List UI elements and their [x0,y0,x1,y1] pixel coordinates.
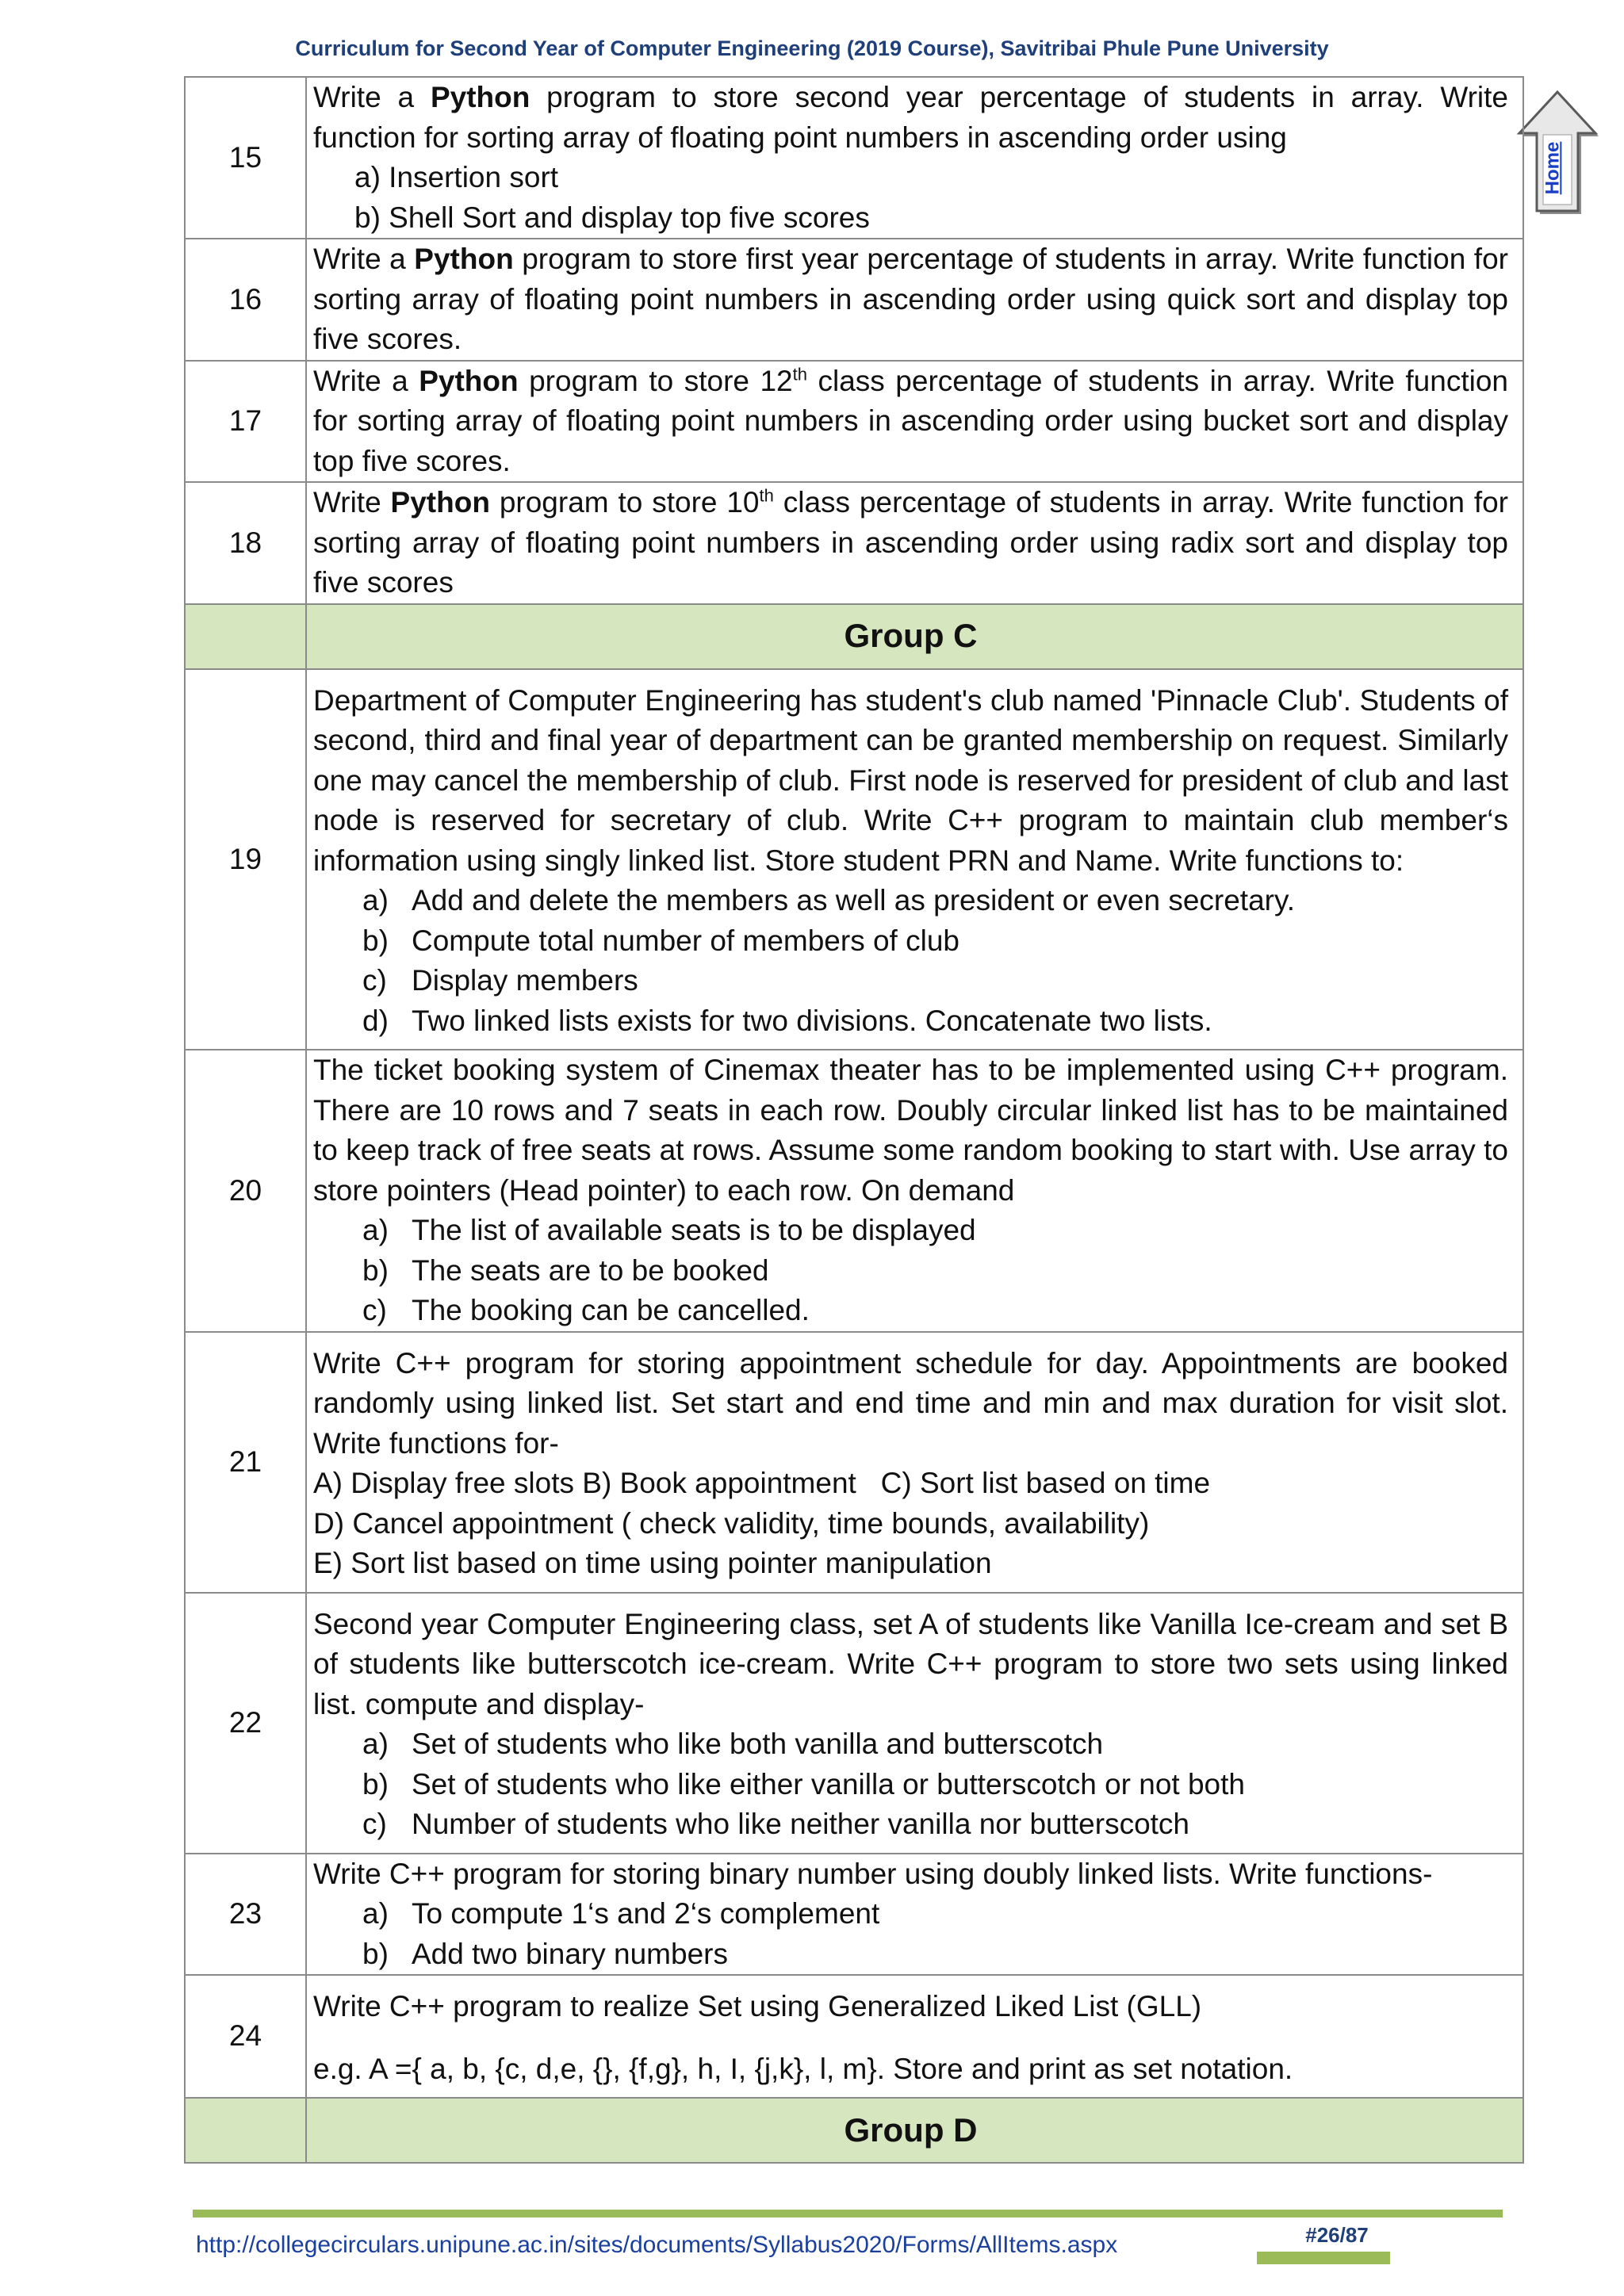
row-number: 15 [185,77,306,239]
list-item: c) The booking can be cancelled. [362,1294,810,1326]
table-row [185,1854,1523,1976]
row-number: 24 [185,1975,306,2098]
row-number: 19 [185,669,306,1050]
list-item: a) Set of students who like both vanilla and butterscotch [362,1728,1104,1760]
group-header-row [185,604,1523,669]
list-item: c) Display members [362,964,638,997]
group-title: Group D [306,2098,1523,2163]
list-item: a) Add and delete the members as well as president or even secretary. [362,884,1296,916]
row-number: 18 [185,482,306,604]
list-item: b) The seats are to be booked [362,1253,769,1287]
row-number: 16 [185,239,306,361]
list-item: b) Shell Sort and display top five scores [354,201,870,234]
list-item: b) Add two binary numbers [362,1937,728,1970]
syllabus-table [184,76,1524,2164]
group-title: Group C [306,604,1523,669]
assignment-text: Write a Python program to store 12th class percentage of students in array. Write function for sorting array of floating point numbers in ascending order using bucket sort and display top five scores. [306,361,1523,483]
footer-link[interactable]: http://collegecirculars.unipune.ac.in/sites/documents/Syllabus2020/Forms/AllItems.aspx [196,2232,1118,2258]
table-row [185,1332,1523,1593]
assignment-text: Write a Python program to store second year percentage of students in array. Write function for sorting array of floating point numbers in ascending order using a) Insertion sort b) Shell Sort and display top five scores [306,77,1523,239]
page-number-bar [1257,2252,1390,2264]
page-number: #26/87 [1305,2223,1369,2247]
assignment-text: The ticket booking system of Cinemax theater has to be implemented using C++ program. There are 10 rows and 7 seats in each row. Doubly circular linked list has to be maintained to keep track of free seats at rows. Assume some random booking to start with. Use array to store pointers (Head pointer) to each row. On demand a) The list of available seats is to be displayed b) The seats are to be booked c) The booking can be cancelled. [306,1050,1523,1332]
group-header-row [185,2098,1523,2163]
assignment-text: Write Python program to store 10th class percentage of students in array. Write function for sorting array of floating point numbers in ascending order using radix sort and display top five scores [306,482,1523,604]
list-item: a) Insertion sort [354,161,559,193]
list-item: b) Compute total number of members of club [362,924,959,957]
table-row [185,361,1523,483]
assignment-text: Second year Computer Engineering class, set A of students like Vanilla Ice-cream and set B of students like butterscotch ice-cream. Write C++ program to store two sets using linked list. compute and display- a) Set of students who like both vanilla and butterscotch b) Set of students who like either vanilla or butterscotch or not both c) Number of students who like neither vanilla nor butterscotch [306,1593,1523,1854]
row-number: 23 [185,1854,306,1976]
list-item: D) Cancel appointment ( check validity, time bounds, availability) [313,1506,1150,1540]
document-header: Curriculum for Second Year of Computer Engineering (2019 Course), Savitribai Phule Pune University [295,36,1329,60]
table-row [185,1593,1523,1854]
list-item: a) The list of available seats is to be displayed [362,1214,976,1246]
list-item: E) Sort list based on time using pointer manipulation [313,1547,992,1579]
list-item: A) Display free slots B) Book appointment C) Sort list based on time [313,1467,1211,1499]
assignment-text: Write C++ program to realize Set using Generalized Liked List (GLL) e.g. A ={ a, b, {c, d,e, {}, {f,g}, h, I, {j,k}, l, m}. Store and print as set notation. [306,1975,1523,2098]
table-row [185,669,1523,1050]
assignment-text: Write C++ program for storing appointment schedule for day. Appointments are booked randomly using linked list. Set start and end time and min and max duration for visit slot. Write functions for- A) Display free slots B) Book appointment C) Sort list based on time D) Cancel appointment ( check validity, time bounds, availability) E) Sort list based on time using pointer manipulation [306,1332,1523,1593]
list-item: d) Two linked lists exists for two divisions. Concatenate two lists. [362,1004,1212,1037]
list-item: b) Set of students who like either vanilla or butterscotch or not both [362,1767,1245,1800]
footer-divider [193,2210,1503,2218]
table-row [185,482,1523,604]
assignment-text: Write C++ program for storing binary number using doubly linked lists. Write functions- a) To compute 1‘s and 2‘s complement b) Add two binary numbers [306,1854,1523,1976]
row-number: 17 [185,361,306,483]
table-row [185,1050,1523,1332]
list-item: a) To compute 1‘s and 2‘s complement [362,1897,880,1930]
table-row [185,239,1523,361]
row-number: 20 [185,1050,306,1332]
table-row [185,1975,1523,2098]
example-text: e.g. A ={ a, b, {c, d,e, {}, {f,g}, h, I, {j,k}, l, m}. Store and print as set notation. [313,2052,1293,2085]
row-number: 21 [185,1332,306,1593]
table-row [185,77,1523,239]
list-item: c) Number of students who like neither vanilla nor butterscotch [362,1808,1190,1840]
assignment-text: Write a Python program to store first year percentage of students in array. Write function for sorting array of floating point numbers in ascending order using quick sort and display top five scores. [306,239,1523,361]
home-link[interactable]: Home [1542,141,1563,195]
row-number: 22 [185,1593,306,1854]
assignment-text: Department of Computer Engineering has student's club named 'Pinnacle Club'. Students of second, third and final year of department can be granted membership on request. Similarly one may cancel the membership of club. First node is reserved for president of club and last node is reserved for secretary of club. Write C++ program to maintain club member‘s information using singly linked list. Store student PRN and Name. Write functions to: a) Add and delete the members as well as president or even secretary. b) Compute total number of members of club c) Display members d) Two linked lists exists for two divisions. Concatenate two lists. [306,669,1523,1050]
